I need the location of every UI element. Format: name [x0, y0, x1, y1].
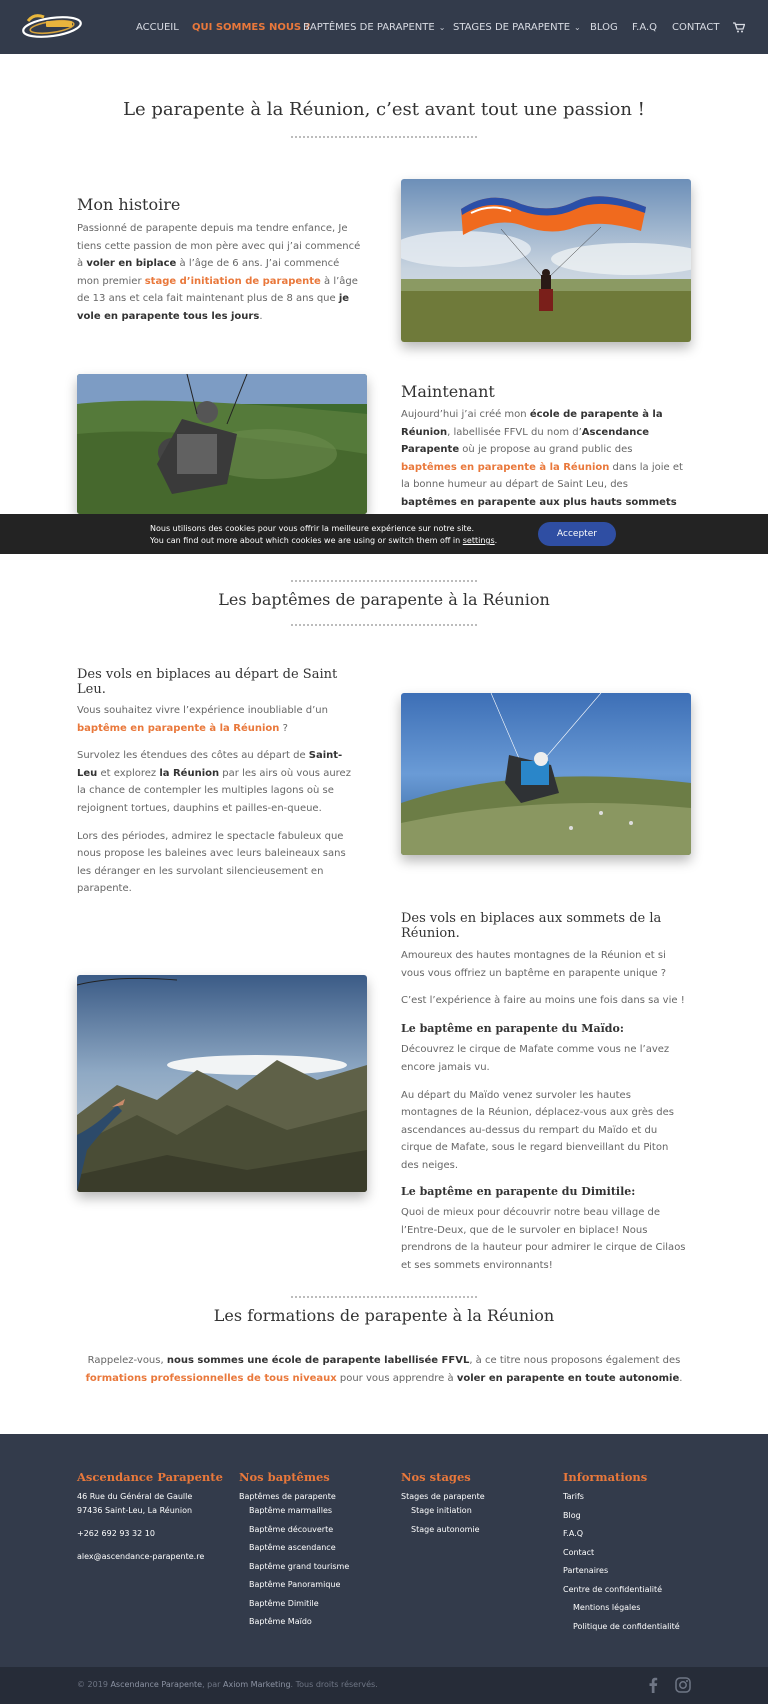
site-logo[interactable] — [20, 11, 84, 41]
nav-label: QUI SOMMES NOUS ? — [192, 21, 311, 33]
footer-col1-title: Ascendance Parapente — [77, 1470, 223, 1484]
nav-label: BAPTÊMES DE PARAPENTE — [303, 21, 435, 33]
nav-item-5[interactable] — [632, 0, 657, 54]
section-title-maintenant: Maintenant — [401, 382, 495, 401]
section-title-formations: Les formations de parapente à la Réunion — [213, 1306, 555, 1325]
footer-link[interactable]: F.A.Q — [563, 1529, 584, 1538]
nav-item-6[interactable] — [672, 0, 719, 54]
chevron-down-icon: ⌄ — [574, 22, 581, 32]
footer-address1: 46 Rue du Général de Gaulle — [77, 1492, 193, 1501]
footer-link[interactable]: Baptême Panoramique — [249, 1580, 341, 1589]
instagram-icon[interactable] — [675, 1677, 691, 1693]
cart-icon[interactable] — [733, 0, 745, 54]
footer-link[interactable]: Contact — [563, 1547, 595, 1557]
footer-link[interactable]: Stage autonomie — [411, 1524, 480, 1534]
footer-link[interactable]: Baptême grand tourisme — [249, 1561, 350, 1571]
nav-item-0[interactable] — [136, 0, 179, 54]
formations-text: Rappelez-vous, nous sommes une école de parapente labellisée FFVL, à ce titre nous proposons également des formations professionnelles de tous niveaux pour vous apprendre à voler en parapente en toute autonomie. — [85, 1355, 683, 1384]
photo-coast-flight — [401, 693, 691, 855]
footer-col4-title: Informations — [563, 1470, 648, 1484]
nav-item-4[interactable] — [590, 0, 618, 54]
bapteme-link[interactable]: baptême en parapente à la Réunion — [77, 722, 280, 734]
chevron-down-icon: ⌄ — [438, 22, 446, 32]
divider — [291, 136, 477, 138]
saint-leu-title: Des vols en biplaces au départ de Saint Leu. — [77, 667, 338, 697]
footer-link[interactable]: Stage initiation — [411, 1506, 472, 1515]
footer-sublink[interactable]: Politique de confidentialité — [573, 1621, 680, 1631]
cookie-line-1: Nous utilisons des cookies pour vous offrir la meilleure expérience sur notre site. — [150, 524, 475, 533]
footer-link[interactable]: Centre de confidentialité — [563, 1584, 663, 1594]
nav-item-3[interactable] — [453, 0, 581, 54]
footer-link-stages[interactable]: Stages de parapente — [401, 1492, 485, 1501]
footer-address2: 97436 Saint-Leu, La Réunion — [77, 1506, 193, 1515]
agency-link[interactable]: Axiom Marketing — [223, 1680, 291, 1689]
footer-bottom-bar — [0, 1667, 768, 1704]
cookie-message — [150, 523, 497, 547]
divider — [291, 1296, 477, 1298]
nav-label: ACCUEIL — [136, 21, 179, 33]
divider — [291, 580, 477, 582]
copyright-text: © 2019 Ascendance Parapente, par Axiom Marketing. Tous droits réservés. — [77, 1680, 378, 1689]
footer-sublink[interactable]: Mentions légales — [573, 1603, 641, 1612]
formations-link[interactable]: formations professionnelles de tous niveaux — [85, 1372, 337, 1384]
footer-link[interactable]: Baptême Dimitile — [249, 1598, 319, 1608]
maintenant-text: Aujourd’hui j’ai créé mon école de parapente à la Réunion, labellisée FFVL du nom d’Ascendance Parapente où je propose au grand public des baptêmes en parapente à la Réunion dans la joie et la bonne humeur au départ de Saint Leu, des baptêmes en parapente aux plus hauts sommets — [401, 409, 683, 508]
footer-link[interactable]: Baptême Maïdo — [249, 1617, 312, 1626]
footer-col2-title: Nos baptêmes — [239, 1470, 330, 1484]
footer-email[interactable]: alex@ascendance-parapente.re — [77, 1552, 205, 1561]
footer-link[interactable]: Tarifs — [563, 1492, 584, 1501]
footer-link[interactable]: Blog — [563, 1510, 581, 1520]
divider — [291, 624, 477, 626]
footer-link[interactable]: Baptême découverte — [249, 1524, 334, 1534]
site-header — [0, 0, 768, 54]
maido-title: Le baptême en parapente du Maïdo: — [401, 1021, 624, 1035]
nav-label: CONTACT — [672, 21, 720, 33]
footer-link[interactable]: Baptême marmailles — [249, 1506, 333, 1515]
footer-link-baptemes[interactable]: Baptêmes de parapente — [239, 1492, 336, 1501]
stage-initiation-link[interactable]: stage d’initiation de parapente — [144, 275, 321, 287]
facebook-icon[interactable] — [647, 1677, 659, 1693]
nav-item-2[interactable] — [303, 0, 445, 54]
histoire-text: Passionné de parapente depuis ma tendre enfance, Je tiens cette passion de mon père avec qui j’ai commencé à voler en biplace à l’âge de 6 ans. J’ai commencé mon premier stage d’initiation de parapente à l’âge de 13 ans et cela fait maintenant plus de 8 ans que je vole en parapente tous les jours. — [77, 223, 361, 322]
cookie-accept-button[interactable]: Accepter — [538, 522, 616, 546]
photo-mountains — [77, 975, 367, 1192]
nav-item-1[interactable] — [192, 0, 310, 54]
cookie-line-2: You can find out more about which cookies we are using or switch them off in settings. — [150, 536, 498, 545]
cookie-banner — [0, 514, 768, 554]
sommets-text: Amoureux des hautes montagnes de la Réunion et si vous vous offriez un baptême en parapente unique ? C’est l’expérience à faire au moins une fois dans sa vie ! Le baptême en parapente du Maïdo: Découvrez le cirque de Mafate comme vous ne l’avez encore jamais vu. Au départ du Maïdo venez survoler les hautes montagnes de la Réunion, déplacez-vous aux grès des ascendances au-dessus du rempart du Maïdo et du cirque de Mafate, sous le regard bienveillant du Piton des neiges. Le baptême en parapente du Dimitile: Quoi de mieux pour découvrir notre beau village de l’Entre-Deux, que de le survoler en biplace! Nous prendrons de la hauteur pour admirer le cirque de Cilaos et ses sommets environnants! — [401, 950, 686, 1271]
dimitile-title: Le baptême en parapente du Dimitile: — [401, 1184, 636, 1198]
photo-paraglider-takeoff — [401, 179, 691, 342]
page-title: Le parapente à la Réunion, c’est avant tout une passion ! — [123, 99, 645, 120]
site-footer — [0, 1434, 768, 1667]
footer-link[interactable]: Baptême ascendance — [249, 1543, 336, 1552]
photo-tandem-flight — [77, 374, 367, 514]
section-title-baptemes: Les baptêmes de parapente à la Réunion — [218, 590, 550, 609]
footer-col3-title: Nos stages — [401, 1470, 471, 1484]
nav-label: STAGES DE PARAPENTE — [453, 21, 571, 33]
nav-label: F.A.Q — [632, 21, 658, 33]
footer-phone[interactable]: +262 692 93 32 10 — [77, 1529, 155, 1538]
copyright-brand-link[interactable]: Ascendance Parapente — [110, 1680, 203, 1689]
saint-leu-text: Vous souhaitez vivre l’expérience inoubliable d’un baptême en parapente à la Réunion ? Survolez les étendues des côtes au départ de Saint-Leu et explorez la Réunion par les airs où vous aurez la chance de contempler les multiples lagons où se rejoignent tortues, dauphins et pailles-en-queue. Lors des périodes, admirez le spectacle fabuleux que nous propose les baleines avec leurs baleineaux sans les déranger en les survolant silencieusement en parapente. — [77, 705, 351, 895]
nav-label: BLOG — [590, 21, 618, 33]
footer-link[interactable]: Partenaires — [563, 1566, 609, 1575]
cookie-settings-link[interactable]: settings — [462, 536, 495, 545]
baptemes-link[interactable]: baptêmes en parapente à la Réunion — [401, 461, 610, 473]
section-title-histoire: Mon histoire — [77, 195, 181, 214]
sommets-title: Des vols en biplaces aux sommets de la Réunion. — [401, 911, 662, 941]
